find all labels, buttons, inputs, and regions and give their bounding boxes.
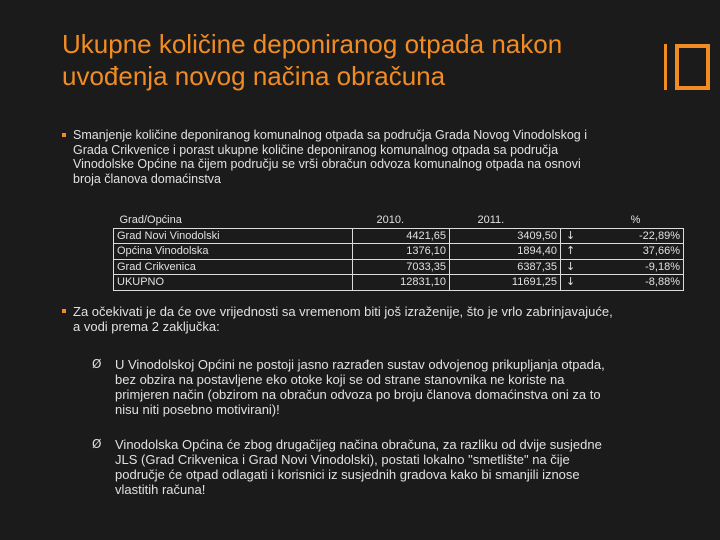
table-row [114,275,684,291]
sub-bullet-2-line: JLS (Grad Crikvenica i Grad Novi Vinodolski), postati lokalno "smetlište" na čije [115,452,570,467]
accent-bar [664,44,667,90]
sub-bullet-2-line: vlastitih računa! [115,482,206,497]
cell-2010: 12831,10 [353,275,450,291]
bullet-2-line: a vodi prema 2 zaključka: [73,319,220,334]
cell-2011: 1894,40 [450,244,561,260]
bullet-1-line: Smanjenje količine deponiranog komunalnog otpada sa područja Grada Novog Vinodolskog i [73,128,588,142]
arrow-bullet-icon: Ø [92,357,102,371]
sub-bullet-1-line: bez obzira na postavljene eko otoke koji se od strane stanovnika ne koriste na [115,372,565,387]
arrow-bullet-icon: Ø [92,437,102,451]
sub-bullet-1 [92,357,672,417]
table-header-row [114,213,684,228]
cell-percent [561,275,684,291]
accent-block-inner [679,48,706,86]
cell-2011: 6387,35 [450,259,561,275]
cell-percent [561,244,684,260]
arrow-down-icon: ↓ [566,259,576,273]
table-row [114,228,684,244]
cell-2010: 4421,65 [353,228,450,244]
header-municipality: Grad/Općina [119,214,182,226]
cell-2011: 3409,50 [450,228,561,244]
bullet-square-icon [62,133,66,137]
cell-name: Grad Crikvenica [114,259,353,275]
header-2010: 2010. [376,214,405,226]
cell-percent [561,228,684,244]
percent-value: -9,18% [645,260,680,273]
cell-name: Grad Novi Vinodolski [114,228,353,244]
cell-2010: 7033,35 [353,259,450,275]
arrow-down-icon: ↓ [566,228,576,242]
percent-value: 37,66% [642,245,680,257]
bullet-2-line: Za očekivati je da će ove vrijednosti sa vremenom biti još izraženije, što je vrlo zabrinjavajuće, [73,304,613,319]
cell-2010: 1376,10 [353,244,450,260]
title-line: uvođenja novog načina obračuna [62,61,446,91]
bullet-1-line: broja članova domaćinstva [73,171,221,186]
percent-value: -22,89% [639,229,680,242]
arrow-up-icon: ↑ [566,244,576,257]
sub-bullet-2-line: Vinodolska Općina će zbog drugačijeg načina obračuna, za razliku od dvije susjedne [115,437,602,452]
sub-bullet-1-line: primjeren način (obzirom na obračun odvoza po broju članova domaćinstva oni za to [115,387,601,402]
title-line: Ukupne količine deponiranog otpada nakon [62,29,563,59]
bullet-2 [62,304,672,334]
slide-title [62,28,652,92]
header-2011: 2011. [477,214,505,226]
percent-value: -8,88% [645,276,680,288]
waste-table [113,213,684,291]
table-row [114,244,684,260]
sub-bullet-2-line: područje će otpad odlagati i korisnici iz susjednih gradova kako bi smanjili iznose [115,467,580,482]
sub-bullet-2 [92,437,672,497]
bullet-1 [62,128,662,186]
cell-name: UKUPNO [114,275,353,291]
sub-bullet-1-line: U Vinodolskoj Općini ne postoji jasno razrađen sustav odvojenog prikupljanja otpada, [115,357,605,372]
bullet-1-line: Grada Crikvenice i porast ukupne količine deponiranog komunalnog otpada sa područja [73,142,559,157]
cell-2011: 11691,25 [450,275,561,291]
bullet-square-icon [62,309,66,313]
bullet-1-line: Vinodolske Općine na čijem području se vrši obračun odvoza komunalnog otpada na osnovi [73,157,581,171]
arrow-down-icon: ↓ [566,275,576,288]
cell-name: Općina Vinodolska [114,244,353,260]
cell-percent [561,259,684,275]
sub-bullet-1-line: nisu niti posebno motivirani)! [115,402,280,417]
accent-decoration [664,44,710,90]
header-percent: % [630,214,641,226]
table-row [114,259,684,275]
